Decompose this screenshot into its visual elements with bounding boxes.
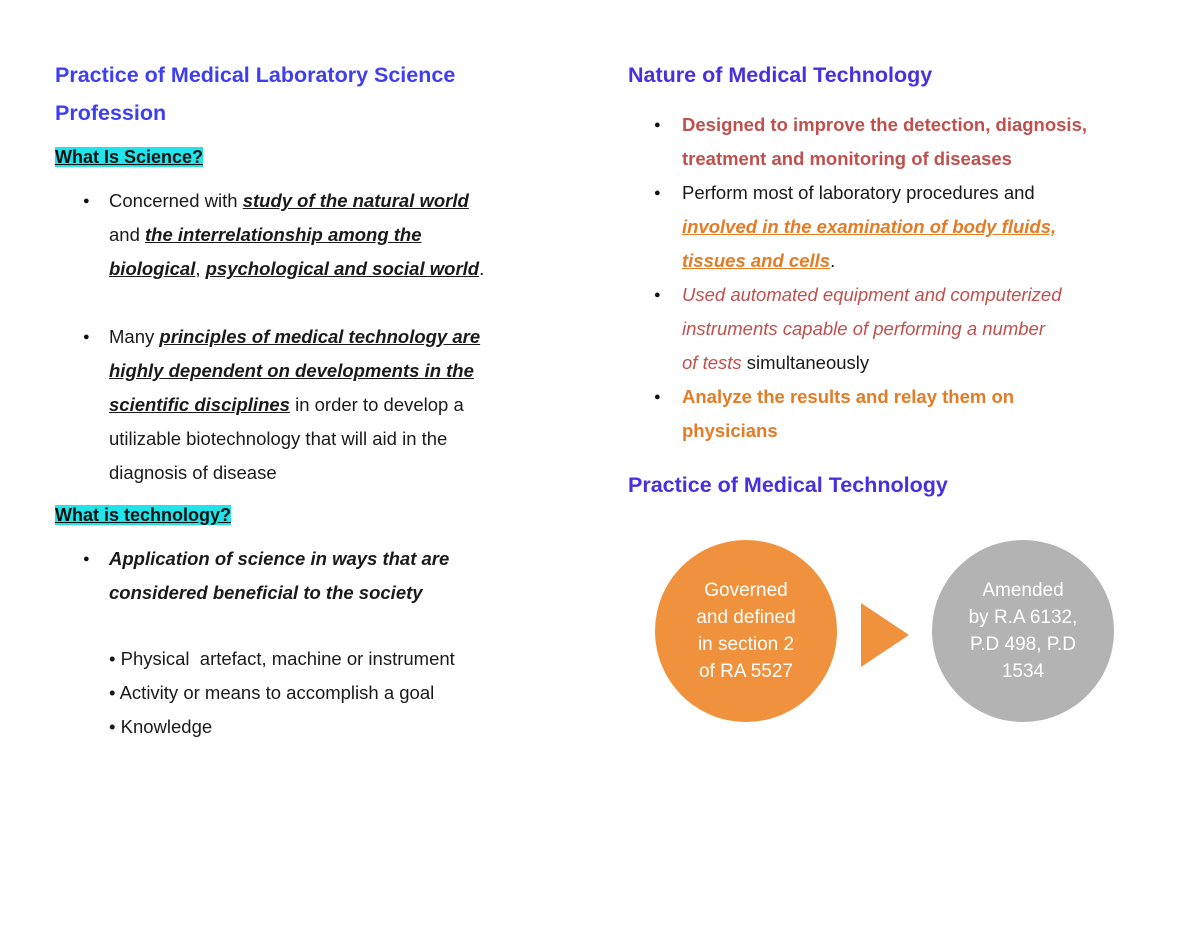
circle-text: by R.A 6132,: [968, 607, 1078, 628]
process-diagram: [655, 540, 1085, 730]
emphasis: tissues and cells: [682, 250, 831, 271]
nature-bullet-3: [628, 278, 1168, 380]
nature-bullet-2: [628, 176, 1168, 278]
sub-item: • Activity or means to accomplish a goal: [109, 682, 435, 703]
emphasis: biological: [109, 258, 196, 279]
left-column: [55, 56, 575, 744]
page-title: [55, 56, 575, 132]
emphasis: study of the natural world: [242, 190, 469, 211]
text: of tests: [682, 352, 742, 373]
text: considered beneficial to the society: [109, 582, 423, 603]
emphasis: scientific disciplines: [109, 394, 290, 415]
circle-text: 1534: [1001, 661, 1045, 682]
text: Perform most of laboratory procedures and: [682, 182, 1035, 203]
text: instruments capable of performing a number: [682, 318, 1045, 339]
text: and: [109, 224, 146, 245]
page-title-line1: Practice of Medical Laboratory Science: [55, 63, 456, 87]
text: Used automated equipment and computerized: [682, 284, 1062, 305]
text: .: [830, 250, 836, 271]
technology-list: [55, 542, 575, 610]
text: treatment and monitoring of diseases: [682, 148, 1012, 169]
technology-heading: [55, 502, 575, 528]
text: Application of science in ways that are: [109, 548, 450, 569]
science-heading-text: What Is Science?: [55, 147, 204, 167]
circle-text: and defined: [696, 607, 796, 628]
circle-text: of RA 5527: [698, 661, 794, 682]
nature-bullet-1: [628, 108, 1168, 176]
emphasis: involved in the examination of body fluids,: [682, 216, 1057, 237]
nature-bullet-4: [628, 380, 1168, 448]
practice-title: Practice of Medical Technology: [628, 473, 948, 497]
page-title-line2: Profession: [55, 101, 167, 125]
right-column: [628, 56, 1168, 504]
technology-bullet: [55, 542, 575, 610]
emphasis: the interrelationship among the: [145, 224, 422, 245]
sub-item: • Knowledge: [109, 716, 213, 737]
circle-text: P.D 498, P.D: [970, 634, 1076, 655]
text: Analyze the results and relay them on: [682, 386, 1015, 407]
text: Concerned with: [109, 190, 243, 211]
sub-item: • Physical artefact, machine or instrument: [109, 648, 455, 669]
circle-text: Governed: [704, 580, 788, 601]
nature-list: [628, 108, 1168, 448]
emphasis: highly dependent on developments in the: [109, 360, 474, 381]
science-bullet-2: [55, 320, 575, 490]
circle-text: Amended: [982, 580, 1064, 601]
text: simultaneously: [741, 352, 870, 373]
arrow-right-icon: [861, 603, 909, 667]
text: Many: [109, 326, 160, 347]
nature-title: Nature of Medical Technology: [628, 63, 933, 87]
science-bullet-1: [55, 184, 575, 286]
text: physicians: [682, 420, 778, 441]
text: .: [479, 258, 485, 279]
emphasis: principles of medical technology are: [159, 326, 481, 347]
amended-circle: [932, 540, 1114, 722]
technology-sub-items: [55, 642, 575, 744]
circle-text: in section 2: [697, 634, 795, 655]
science-list: [55, 184, 575, 490]
technology-heading-text: What is technology?: [55, 505, 232, 525]
governed-circle: [655, 540, 837, 722]
text: utilizable biotechnology that will aid in the: [109, 428, 448, 449]
text: ,: [195, 258, 206, 279]
text: in order to develop a: [289, 394, 464, 415]
science-heading: [55, 144, 575, 170]
emphasis: psychological and social world: [205, 258, 480, 279]
text: diagnosis of disease: [109, 462, 277, 483]
text: Designed to improve the detection, diagnosis,: [682, 114, 1088, 135]
